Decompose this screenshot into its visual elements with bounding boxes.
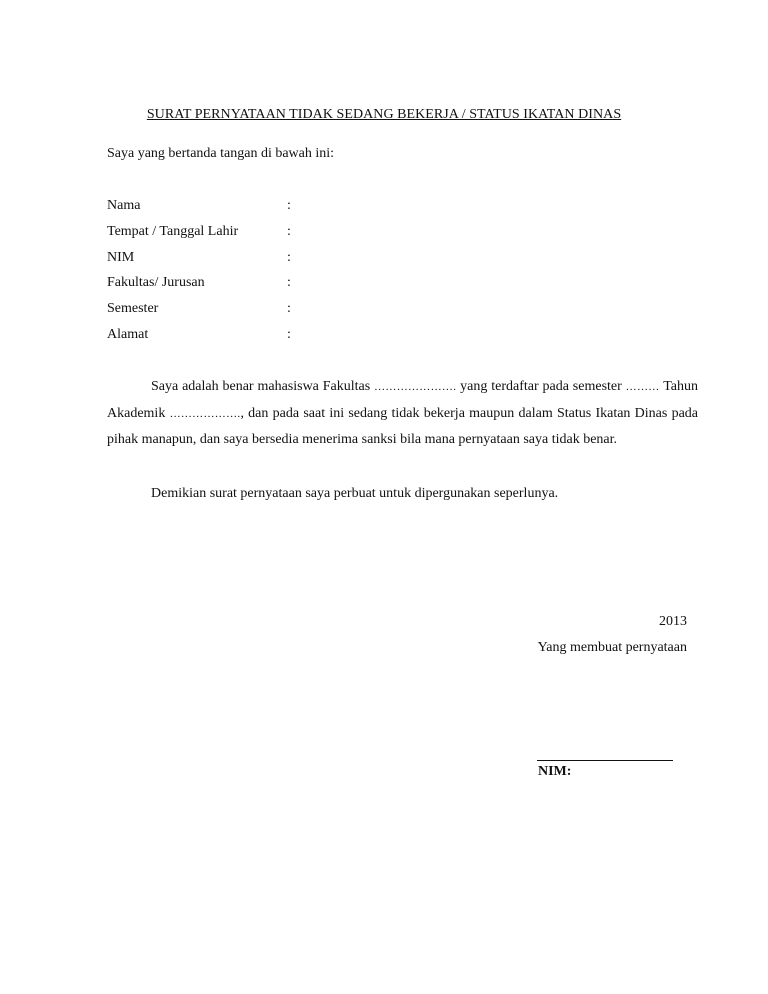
field-label-nim: NIM	[107, 249, 135, 265]
field-row-tempat-tanggal-lahir	[107, 224, 507, 250]
field-label-alamat: Alamat	[107, 326, 149, 342]
field-row-alamat	[107, 327, 507, 353]
field-row-nama	[107, 198, 507, 224]
statement-text: , dan pada saat ini sedang tidak bekerja maupun dalam Status Ikatan Dinas pada pihak manapun, dan saya bersedia menerima sanksi bila mana pernyataan saya tidak benar.	[107, 405, 699, 447]
field-colon: :	[287, 223, 291, 239]
field-colon: :	[287, 275, 291, 291]
blank-dots-fakultas: ………………….	[374, 381, 457, 393]
statement-text: yang terdaftar pada semester	[456, 379, 626, 394]
statement-text: Tahun Akademik	[107, 379, 698, 421]
field-label-fakultas-jurusan: Fakultas/ Jurusan	[107, 275, 205, 291]
field-colon: :	[287, 198, 291, 213]
field-row-semester	[107, 301, 507, 327]
year-text: 2013	[659, 614, 687, 629]
field-label-nama: Nama	[107, 198, 141, 213]
blank-dots-tahun-akademik: ……………….	[169, 407, 241, 420]
field-label-semester: Semester	[107, 301, 159, 317]
document-title: SURAT PERNYATAAN TIDAK SEDANG BEKERJA / STATUS IKATAN DINAS	[146, 107, 622, 122]
field-row-nim	[107, 250, 507, 276]
field-colon: :	[287, 301, 291, 317]
closing-paragraph: Demikian surat pernyataan saya perbuat untuk dipergunakan seperlunya.	[151, 486, 559, 501]
identity-fields	[107, 198, 507, 353]
statement-paragraph	[107, 374, 698, 454]
signature-line	[537, 760, 673, 761]
field-label-tempat-tanggal-lahir: Tempat / Tanggal Lahir	[107, 223, 239, 239]
blank-dots-semester: ………	[625, 381, 660, 393]
field-colon: :	[287, 249, 291, 265]
intro-text: Saya yang bertanda tangan di bawah ini:	[107, 146, 335, 161]
field-colon: :	[287, 326, 291, 342]
statement-text: Saya adalah benar mahasiswa Fakultas	[151, 379, 375, 394]
nim-label: NIM:	[538, 764, 572, 779]
field-row-fakultas-jurusan	[107, 275, 507, 301]
signer-label: Yang membuat pernyataan	[537, 640, 687, 655]
